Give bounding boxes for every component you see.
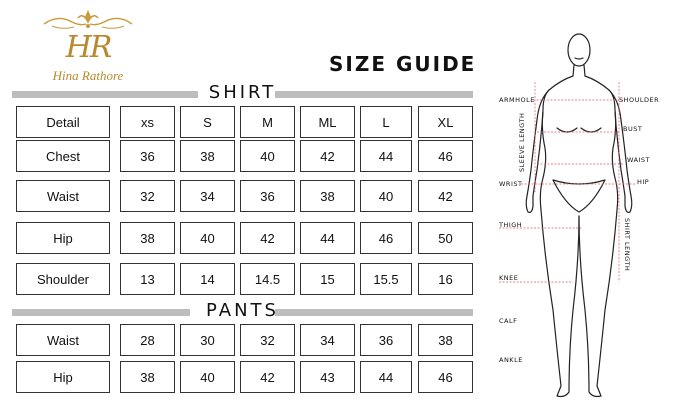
value-cell: 46 <box>360 222 412 254</box>
row-label-cell: Waist <box>16 324 110 356</box>
header-cell-size: M <box>240 106 295 138</box>
value-cell: 46 <box>418 140 473 172</box>
value-cell: 36 <box>120 140 175 172</box>
value-cell: 34 <box>180 180 235 212</box>
shirt-length-label: SHIRT LENGTH <box>623 218 631 272</box>
value-cell: 40 <box>180 222 235 254</box>
value-cell: 28 <box>120 324 175 356</box>
value-cell: 42 <box>240 222 295 254</box>
value-cell: 32 <box>120 180 175 212</box>
header-cell-size: xs <box>120 106 175 138</box>
brand-logo <box>38 8 138 88</box>
value-cell: 42 <box>418 180 473 212</box>
value-cell: 36 <box>240 180 295 212</box>
thigh-label: THIGH <box>499 221 523 229</box>
body-outline-icon <box>495 20 683 406</box>
header-cell-detail: Detail <box>16 106 110 138</box>
row-label-cell: Waist <box>16 180 110 212</box>
wrist-label: WRIST <box>499 180 523 188</box>
body-measurement-figure <box>495 20 683 406</box>
value-cell: 42 <box>300 140 355 172</box>
ankle-label: ANKLE <box>499 356 523 364</box>
shoulder-label: SHOULDER <box>619 96 660 104</box>
pants-heading: PANTS <box>206 300 279 321</box>
row-label-cell: Hip <box>16 222 110 254</box>
armhole-label: ARMHOLE <box>499 96 535 104</box>
waist-label: WAIST <box>627 156 651 164</box>
value-cell: 40 <box>240 140 295 172</box>
row-label-cell: Shoulder <box>16 263 110 295</box>
row-label-cell: Chest <box>16 140 110 172</box>
value-cell: 32 <box>240 324 295 356</box>
header-cell-size: XL <box>418 106 473 138</box>
value-cell: 16 <box>418 263 473 295</box>
value-cell: 14 <box>180 263 235 295</box>
shirt-section-header <box>12 82 473 103</box>
sleeve-length-label: SLEEVE LENGTH <box>518 112 526 172</box>
value-cell: 44 <box>360 361 412 393</box>
bust-label: BUST <box>623 125 643 133</box>
hip-label: HIP <box>637 178 650 186</box>
knee-label: KNEE <box>499 274 519 282</box>
brand-monogram: HR <box>65 30 111 65</box>
value-cell: 38 <box>300 180 355 212</box>
value-cell: 13 <box>120 263 175 295</box>
value-cell: 38 <box>418 324 473 356</box>
header-cell-size: L <box>360 106 412 138</box>
value-cell: 38 <box>180 140 235 172</box>
value-cell: 15.5 <box>360 263 412 295</box>
value-cell: 38 <box>120 361 175 393</box>
calf-label: CALF <box>499 317 518 325</box>
value-cell: 40 <box>180 361 235 393</box>
value-cell: 15 <box>300 263 355 295</box>
value-cell: 46 <box>418 361 473 393</box>
page-title: SIZE GUIDE <box>329 52 477 76</box>
value-cell: 36 <box>360 324 412 356</box>
value-cell: 43 <box>300 361 355 393</box>
value-cell: 14.5 <box>240 263 295 295</box>
value-cell: 44 <box>360 140 412 172</box>
header-cell-size: S <box>180 106 235 138</box>
value-cell: 34 <box>300 324 355 356</box>
value-cell: 40 <box>360 180 412 212</box>
brand-name: Hina Rathore <box>52 68 124 83</box>
row-label-cell: Hip <box>16 361 110 393</box>
pants-section-header <box>12 300 473 321</box>
value-cell: 30 <box>180 324 235 356</box>
value-cell: 42 <box>240 361 295 393</box>
value-cell: 38 <box>120 222 175 254</box>
shirt-heading: SHIRT <box>208 82 277 103</box>
value-cell: 50 <box>418 222 473 254</box>
value-cell: 44 <box>300 222 355 254</box>
header-cell-size: ML <box>300 106 355 138</box>
